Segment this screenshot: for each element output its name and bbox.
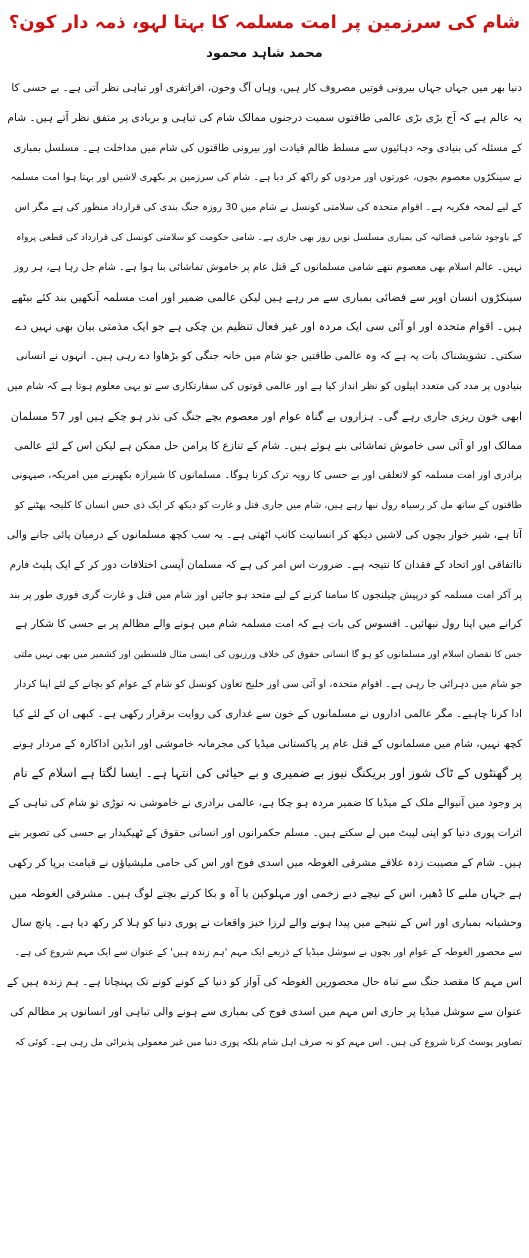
article-body [7, 74, 522, 1057]
body-line: اس مہم کا مقصد جنگ سے تباہ حال محصورین الغوطہ کی آواز کو دنیا کے کونے کونے تک پہنچانا ہے۔ ہم زندہ ہیں کے [7, 975, 522, 988]
body-line: پر وجود میں آنیوالے ملک کے میڈیا کا ضمیر مردہ ہو چکا ہے، عالمی برادری نے خاموشی نہ توڑی تو شام کی تباہی کے [8, 797, 522, 810]
article-author: محمد شاہد محمود [206, 46, 323, 61]
body-line: برادری اور امت مسلمہ کو لاتعلقی اور بے حسی کا رویہ ترک کرنا ہوگا۔ مسلمانوں کا شیرازہ بکھیرنے میں امریکہ، صیہونی [11, 470, 522, 482]
body-line: کے لیے لمحہ فکریہ ہے۔ اقوام متحدہ کی سلامتی کونسل نے شام میں 30 روزہ جنگ بندی کی قرارداد منظور کی ہے مگر اس [14, 202, 522, 214]
body-line: کے مسئلہ کی بنیادی وجہ دہائیوں سے مسلط ظالم قیادت اور بیرونی طاقتوں کی شام میں مداخلت ہے۔ مسلسل بمباری [13, 142, 522, 154]
body-line: بنیادوں پر مدد کی متعدد اپیلوں کو نظر انداز کیا ہے اور عالمی قوتوں کی سفارتکاری سے تو یہی معلوم ہوتا ہے کہ شام میں [7, 380, 522, 392]
body-line: آتا ہے، شیر خوار بچوں کی لاشیں دیکھ کر انسانیت کانپ اٹھتی ہے۔ یہ سب کچھ مسلمانوں کے درمیان پائی جانے والی [7, 528, 522, 541]
body-line: جس کا نقصان اسلام اور مسلمانوں کو ہو گا انسانی حقوق کی خلاف ورزیوں کی ایسی مثال فلسطین اور کشمیر میں بھی نہیں ملتی [13, 649, 522, 661]
body-line: ابھی خون ریزی جاری رہے گی۔ ہزاروں بے گناہ عوام اور معصوم بچے جنگ کی نذر ہو چکے ہیں اور 57 مسلمان [10, 409, 522, 423]
body-line: پر آکر امت مسلمہ کو درپیش چیلنجوں کا سامنا کرنے کے لیے متحد ہو جائیں اور شام میں قتل و غارت گری فوری طور پر بند [9, 589, 522, 601]
body-line: ہے جہاں ملبے کا ڈھیر، اس کے نیچے دبے زخمی اور مہلوکین یا آہ و بکا کرتے بچتے لوگ ہیں۔ مشرقی الغوطہ میں [9, 886, 522, 900]
body-line: طاقتوں کے ساتھ مل کر رسیاہ رول نبھا رہے ہیں، شام میں جاری قتل و غارت کو دیکھ کر ایک ذی حس انسان کا کلیجہ پھٹنے کو [14, 500, 522, 512]
body-line: پر گھنٹوں کے ٹاک شوز اور بریکنگ نیوز بے ضمیری و بے حیائی کی انتہا ہے۔ ایسا لگتا ہے اسلام کے نام [12, 766, 522, 781]
body-line: عنوان سے سوشل میڈیا پر جاری اس مہم میں اسدی فوج کی بمباری سے ہونے والی تباہی اور انسانوں پر مظالم کی [10, 1005, 522, 1018]
body-line: سے محصور الغوطہ کے عوام اور بچوں نے سوشل میڈیا کے ذریعے ایک مہم 'ہم زندہ ہیں' کے عنوان سے ایک مہم شروع کی ہے۔ [14, 947, 522, 959]
body-line: اثرات پوری دنیا کو اپنی لپیٹ میں لے سکتے ہیں۔ مسلم حکمرانوں اور انسانی حقوق کے ٹھیکیدار بے حسی کی تصویر بنے [8, 826, 522, 839]
body-line: نہیں۔ عالم اسلام بھی معصوم ننھے شامی مسلمانوں کے قتل عام پر خاموش تماشائی بنا ہوا ہے۔ شام جل رہا ہے، ہر روز [14, 261, 522, 273]
article-headline: شام کی سرزمین پر امت مسلمہ کا بہتا لہو، ذمہ دار کون؟ [8, 12, 521, 33]
body-line: وحشیانہ بمباری اور اس کے نتیجے میں پیدا ہونے والے لرزا خیز واقعات نے پوری دنیا کو ہلا کر رکھ دیا ہے۔ پانچ سال [11, 916, 522, 930]
body-line: نے سینکڑوں معصوم بچوں، عورتوں اور مردوں کو راکھ کر دیا ہے۔ شام کی سرزمین پر بکھری لاشیں اور بہتا ہوا امت مسلمہ [10, 172, 522, 184]
body-line: ہیں۔ اقوام متحدہ اور او آئی سی ایک مردہ اور غیر فعال تنظیم بن چکی ہے جو ایک مذمتی بیان بھی نہیں دے [15, 320, 522, 334]
body-line: یہ عالم ہے کہ آج بڑی بڑی عالمی طاقتوں سمیت درجنوں ممالک شام کی تباہی و بربادی پر متفق نظر آتے ہیں۔ شام [7, 111, 522, 124]
body-line: نااتفاقی اور اتحاد کے فقدان کا نتیجہ ہے۔ ضرورت اس امر کی ہے کہ مسلمان آپسی اختلافات دور کر کے ایک پلیٹ فارم [9, 558, 522, 571]
body-line: جو شام میں دہرائی جا رہی ہے۔ اقوام متحدہ، او آئی سی اور خلیج تعاون کونسل کو شام کے عوام کو بچانے کے لئے اپنا کردار [14, 678, 522, 690]
body-line: کے باوجود شامی فضائیہ کی بمباری مسلسل نویں روز بھی جاری ہے۔ شامی حکومت کو سلامتی کونسل کی قرارداد کی قطعی پرواہ [16, 231, 522, 243]
body-line: کرانے میں اپنا رول نبھائیں۔ افسوس کی بات ہے کہ امت مسلمہ شام میں ہونے والے مظالم پر بے حسی کا شکار ہے [15, 618, 522, 631]
body-line: تصاویر پوسٹ کرنا شروع کی ہیں۔ اس مہم کو نہ صرف اہل شام بلکہ پوری دنیا میں غیر معمولی پذیرائی مل رہی ہے۔ کوئی کہ [14, 1036, 522, 1048]
body-line: ہیں۔ شام کے مصیبت زدہ علاقے مشرقی الغوطہ میں اسدی فوج اور اس کی حامی ملیشیاؤں نے قیامت برپا کر رکھی [8, 856, 522, 869]
body-line: ادا کرنا چاہیے۔ مگر عالمی اداروں نے مسلمانوں کے خون سے غداری کی روایت برقرار رکھی ہے۔ کبھی ان کے لئے کیا [12, 707, 522, 720]
body-line: سینکڑوں انسان اوپر سے فضائی بمباری سے مر رہے ہیں لیکن عالمی ضمیر اور امت مسلمہ آنکھیں بند کئے بیٹھے [11, 290, 522, 304]
body-line: دنیا بھر میں جہاں جہاں بیرونی قوتیں مصروف کار ہیں، وہاں آگ وخون، افراتفری اور تباہی نظر آتی ہے۔ بے حسی کا [11, 82, 522, 94]
body-line: سکتی۔ تشویشناک بات یہ ہے کہ وہ عالمی طاقتیں جو شام میں خانہ جنگی کو بڑھاوا دے رہی ہیں۔ انہوں نے انسانی [16, 350, 522, 363]
body-line: کچھ نہیں، شام میں مسلمانوں کے قتل عام پر پاکستانی میڈیا کی مجرمانہ خاموشی اور انڈین اداکارہ کے مردار ہونے [12, 737, 522, 750]
body-line: ممالک اور او آئی سی خاموش تماشائی بنے ہوئے ہیں۔ شام کے تنازع کا پرامن حل ممکن ہے لیکن اس کے لئے عالمی [14, 439, 522, 452]
